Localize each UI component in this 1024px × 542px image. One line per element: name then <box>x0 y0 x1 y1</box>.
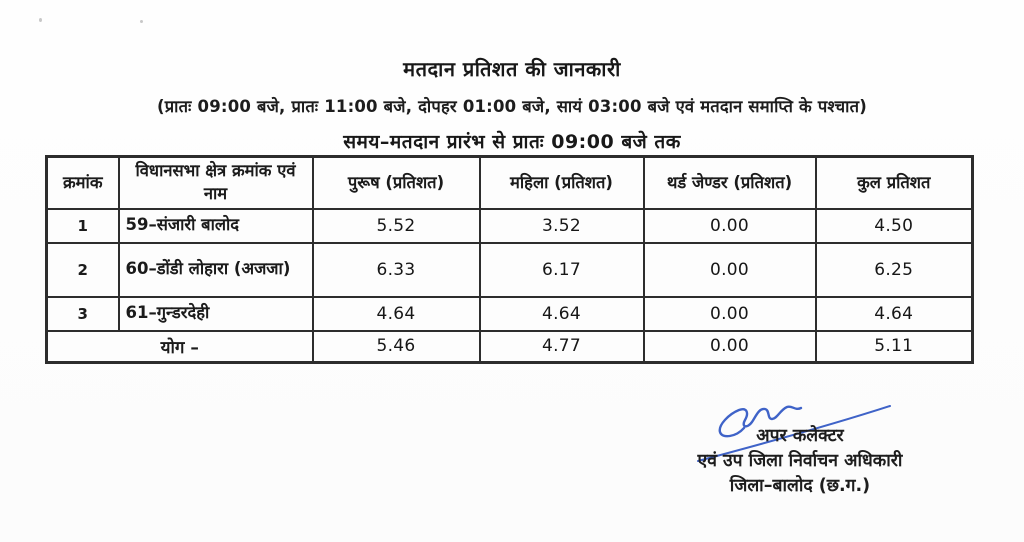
table-row <box>47 209 973 243</box>
col-header-third-gender-pct: थर्ड जेण्डर (प्रतिशत) <box>644 157 816 209</box>
cell-female-pct-total: 4.77 <box>480 331 644 363</box>
cell-total-pct: 6.25 <box>816 243 973 297</box>
cell-female-pct: 6.17 <box>480 243 644 297</box>
cell-total-pct: 4.64 <box>816 297 973 331</box>
signatory-designation-2: एवं उप जिला निर्वाचन अधिकारी <box>697 451 903 471</box>
cell-third-gender-pct: 0.00 <box>644 297 816 331</box>
document-title-block <box>0 55 1024 154</box>
document-time-range: समय–मतदान प्रारंभ से प्रातः 09:00 बजे तक <box>343 131 681 153</box>
cell-male-pct: 6.33 <box>313 243 480 297</box>
col-header-female-pct: महिला (प्रतिशत) <box>480 157 644 209</box>
cell-female-pct: 3.52 <box>480 209 644 243</box>
cell-total-pct: 4.50 <box>816 209 973 243</box>
col-header-male-pct: पुरूष (प्रतिशत) <box>313 157 480 209</box>
cell-serial: 3 <box>47 297 119 331</box>
cell-total-label: योग – <box>47 331 313 363</box>
cell-serial: 2 <box>47 243 119 297</box>
cell-third-gender-pct-total: 0.00 <box>644 331 816 363</box>
table-row <box>47 297 973 331</box>
table-row <box>47 243 973 297</box>
table-total-row <box>47 331 973 363</box>
cell-male-pct: 4.64 <box>313 297 480 331</box>
voting-percentage-table <box>45 155 974 364</box>
col-header-total-pct: कुल प्रतिशत <box>816 157 973 209</box>
cell-third-gender-pct: 0.00 <box>644 209 816 243</box>
cell-total-pct-total: 5.11 <box>816 331 973 363</box>
document-title: मतदान प्रतिशत की जानकारी <box>403 57 621 81</box>
scan-speck <box>140 20 143 23</box>
cell-male-pct: 5.52 <box>313 209 480 243</box>
signatory-district: जिला–बालोद (छ.ग.) <box>729 476 871 496</box>
scan-speck <box>39 18 42 22</box>
cell-third-gender-pct: 0.00 <box>644 243 816 297</box>
col-header-constituency: विधानसभा क्षेत्र क्रमांक एवं नाम <box>119 157 313 209</box>
signatory-block <box>640 424 960 499</box>
cell-male-pct-total: 5.46 <box>313 331 480 363</box>
cell-constituency: 60–डोंडी लोहारा (अजजा) <box>119 243 313 297</box>
signatory-designation: अपर कलेक्टर <box>756 426 844 446</box>
cell-serial: 1 <box>47 209 119 243</box>
col-header-serial: क्रमांक <box>47 157 119 209</box>
cell-constituency: 61–गुन्डरदेही <box>119 297 313 331</box>
table-header-row <box>47 157 973 209</box>
document-subtitle-timings: (प्रातः 09:00 बजे, प्रातः 11:00 बजे, दोपहर 01:00 बजे, सायं 03:00 बजे एवं मतदान समाप्ति के पश्चात) <box>157 97 867 116</box>
cell-female-pct: 4.64 <box>480 297 644 331</box>
cell-constituency: 59–संजारी बालोद <box>119 209 313 243</box>
